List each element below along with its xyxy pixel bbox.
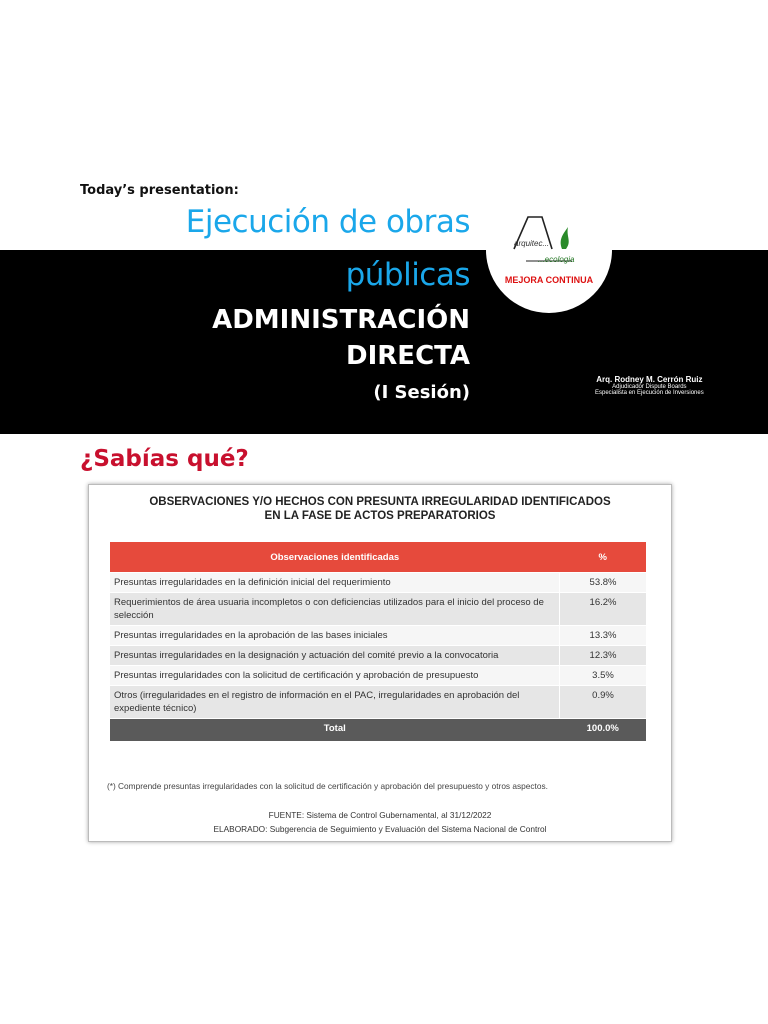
author-block	[595, 375, 704, 396]
table-title	[89, 495, 671, 523]
row-percent: 0.9%	[560, 686, 647, 719]
table-row	[110, 666, 646, 686]
session-label: (I Sesión)	[373, 382, 470, 403]
logo-text-mejora: MEJORA CONTINUA	[504, 275, 594, 285]
row-percent: 13.3%	[560, 626, 647, 646]
subtitle-line-1: ADMINISTRACIÓN	[212, 305, 470, 335]
table-elaborated: ELABORADO: Subgerencia de Seguimiento y Evaluación del Sistema Nacional de Control	[213, 824, 547, 834]
logo-text-ecologia: ...ecologia	[538, 255, 575, 264]
header-percent: %	[560, 542, 647, 573]
table-row	[110, 593, 646, 626]
row-percent: 16.2%	[560, 593, 647, 626]
intro-label: Today’s presentation:	[80, 183, 239, 198]
observations-table	[110, 542, 646, 741]
table-row	[110, 573, 646, 593]
logo	[486, 187, 612, 313]
observations-card	[88, 484, 672, 842]
header-observaciones: Observaciones identificadas	[110, 542, 560, 573]
logo-mark-icon	[486, 187, 612, 313]
table-row	[110, 686, 646, 719]
table-header-row	[110, 542, 646, 573]
table-total-row	[110, 719, 646, 742]
table-title-line-2: EN LA FASE DE ACTOS PREPARATORIOS	[264, 510, 496, 522]
table-note: (*) Comprende presuntas irregularidades con la solicitud de certificación y aprobación del presupuesto y otros aspectos.	[107, 781, 548, 791]
table-source: FUENTE: Sistema de Control Gubernamental, al 31/12/2022	[268, 810, 492, 820]
title-line-2: públicas	[345, 257, 470, 293]
section-heading: ¿Sabías qué?	[80, 446, 249, 472]
total-percent: 100.0%	[560, 719, 647, 742]
row-label: Presuntas irregularidades en la aprobación de las bases iniciales	[110, 626, 560, 646]
row-label: Presuntas irregularidades en la definición inicial del requerimiento	[110, 573, 560, 593]
row-percent: 53.8%	[560, 573, 647, 593]
subtitle-line-2: DIRECTA	[346, 341, 470, 371]
table-row	[110, 646, 646, 666]
total-label: Total	[110, 719, 560, 742]
row-label: Otros (irregularidades en el registro de información en el PAC, irregularidades en aprobación del expediente técnico)	[110, 686, 560, 719]
row-percent: 12.3%	[560, 646, 647, 666]
row-label: Requerimientos de área usuaria incompletos o con deficiencias utilizados para el inicio del proceso de selección	[110, 593, 560, 626]
table-row	[110, 626, 646, 646]
row-label: Presuntas irregularidades en la designación y actuación del comité previo a la convocatoria	[110, 646, 560, 666]
author-role-2: Especialista en Ejecución de Inversiones	[595, 390, 704, 396]
table-title-line-1: OBSERVACIONES Y/O HECHOS CON PRESUNTA IRREGULARIDAD IDENTIFICADOS	[149, 496, 611, 508]
title-line-1: Ejecución de obras	[185, 204, 470, 240]
author-name: Arq. Rodney M. Cerrón Ruiz	[596, 375, 703, 384]
row-percent: 3.5%	[560, 666, 647, 686]
row-label: Presuntas irregularidades con la solicitud de certificación y aprobación de presupuesto	[110, 666, 560, 686]
author-role-1: Adjudicador Dispute Boards	[612, 384, 687, 390]
logo-text-arquitec: arquitec...	[514, 239, 550, 248]
